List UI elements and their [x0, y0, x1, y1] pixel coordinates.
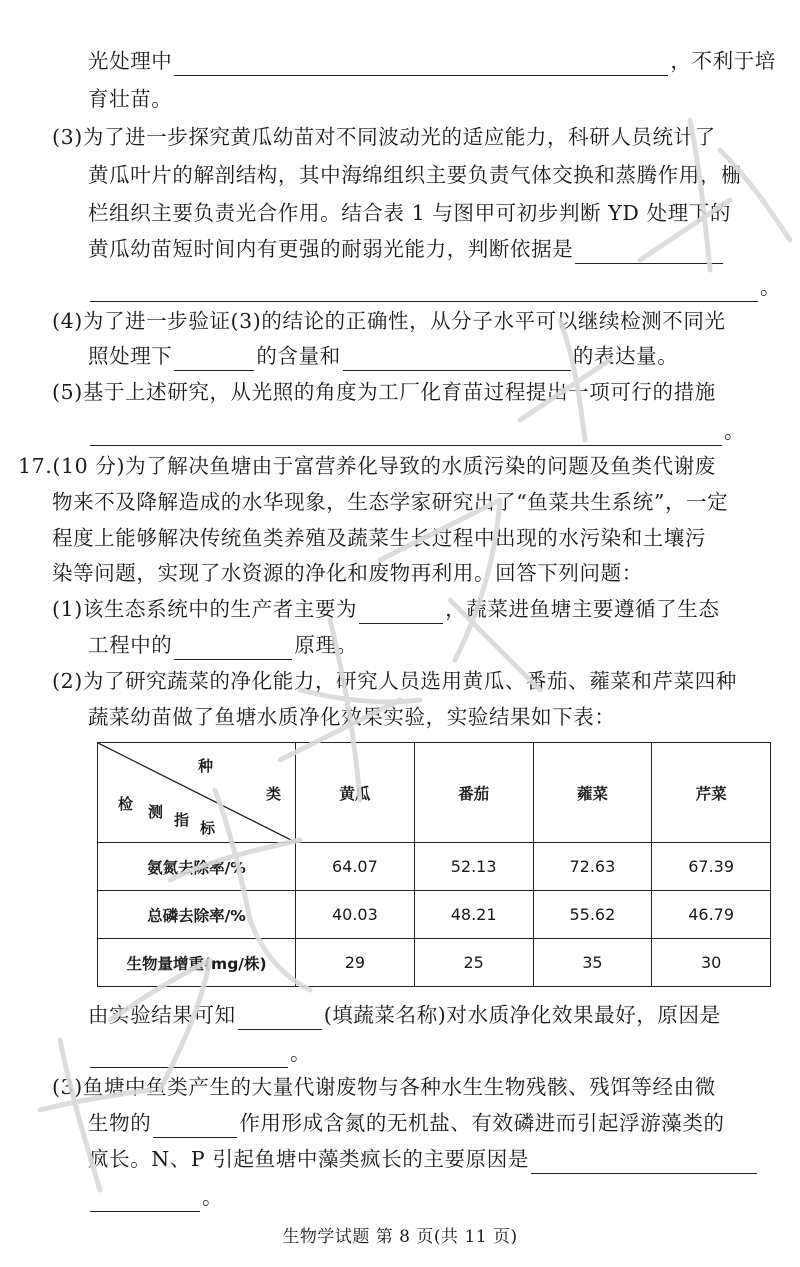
- q17-p3-line1: (3)鱼塘中鱼类产生的大量代谢废物与各种水生生物残骸、残饵等经由微: [52, 1075, 716, 1099]
- answer-blank[interactable]: [343, 348, 571, 371]
- table-row: [98, 939, 771, 987]
- q16-p3-line4: 黄瓜幼苗短时间内有更强的耐弱光能力，判断依据是: [88, 234, 725, 264]
- q17-line4: 染等问题，实现了水资源的净化和废物再利用。回答下列问题：: [52, 561, 643, 585]
- q17-p3-line4: 。: [88, 1182, 223, 1212]
- table-cell: 29: [296, 939, 415, 987]
- table-cell: 64.07: [296, 843, 415, 891]
- table-cell: 72.63: [533, 843, 652, 891]
- answer-blank[interactable]: [575, 241, 723, 264]
- column-header: 黄瓜: [296, 743, 415, 843]
- q16-p3-line1: (3)为了进一步探究黄瓜幼苗对不同波动光的适应能力，科研人员统计了: [52, 125, 716, 149]
- corner-label: 检: [118, 795, 134, 813]
- answer-blank[interactable]: [90, 279, 758, 302]
- answer-blank[interactable]: [174, 637, 292, 660]
- answer-blank[interactable]: [238, 1007, 322, 1030]
- q17-p1-line1: (1)该生态系统中的生产者主要为 ，蔬菜进鱼塘主要遵循了生态: [52, 594, 719, 624]
- table-cell: 25: [414, 939, 533, 987]
- table-row: [98, 843, 771, 891]
- column-header: 蕹菜: [533, 743, 652, 843]
- corner-label: 指: [174, 811, 190, 829]
- q16-p4-line2: 照处理下 的含量和 的表达量。: [88, 341, 678, 371]
- q17-p3-line2: 生物的 作用形成含氮的无机盐、有效磷进而引起浮游藻类的: [88, 1108, 725, 1138]
- q16-p3-line3: 栏组织主要负责光合作用。结合表 1 与图甲可初步判断 YD 处理下的: [88, 201, 731, 225]
- q16-p4-line1: (4)为了进一步验证(3)的结论的正确性，从分子水平可以继续检测不同光: [52, 309, 726, 333]
- answer-blank[interactable]: [174, 53, 668, 76]
- table-cell: 40.03: [296, 891, 415, 939]
- q17-after-line2: 。: [88, 1038, 311, 1068]
- corner-label: 测: [148, 803, 164, 821]
- table-cell: 67.39: [652, 843, 771, 891]
- answer-blank[interactable]: [90, 1045, 288, 1068]
- q16-cont-line1: 光处理中 ，不利于培: [88, 46, 776, 76]
- table-header-row: [98, 743, 771, 843]
- row-header: 生物量增重(mg/株): [98, 939, 296, 987]
- q17-p2-line1: (2)为了研究蔬菜的净化能力，研究人员选用黄瓜、番茄、蕹菜和芹菜四种: [52, 669, 737, 693]
- answer-blank[interactable]: [174, 348, 254, 371]
- row-header: 总磷去除率/%: [98, 891, 296, 939]
- row-header: 氨氮去除率/%: [98, 843, 296, 891]
- table-cell: 48.21: [414, 891, 533, 939]
- answer-blank[interactable]: [90, 1189, 200, 1212]
- column-header: 番茄: [414, 743, 533, 843]
- table-cell: 52.13: [414, 843, 533, 891]
- table-cell: 55.62: [533, 891, 652, 939]
- q16-p3-line2: 黄瓜叶片的解剖结构，其中海绵组织主要负责气体交换和蒸腾作用，栅: [88, 163, 743, 187]
- answer-blank[interactable]: [531, 1151, 757, 1174]
- q16-p5-line2: 。: [88, 416, 745, 446]
- q17-line1: 17.(10 分)为了解决鱼塘由于富营养化导致的水质污染的问题及鱼类代谢废: [18, 454, 716, 478]
- q17-line2: 物来不及降解造成的水华现象，生态学家研究出了“鱼菜共生系统”，一定: [52, 490, 729, 514]
- table-row: [98, 891, 771, 939]
- q16-cont-line2: 育壮苗。: [88, 87, 173, 111]
- answer-blank[interactable]: [359, 601, 443, 624]
- q17-p2-line2: 蔬菜幼苗做了鱼塘水质净化效果实验，实验结果如下表：: [88, 705, 616, 729]
- q17-line3: 程度上能够解决传统鱼类养殖及蔬菜生长过程中出现的水污染和土壤污: [52, 526, 707, 550]
- column-header: 芹菜: [652, 743, 771, 843]
- table-cell: 35: [533, 939, 652, 987]
- table-cell: 46.79: [652, 891, 771, 939]
- q17-p3-line3: 疯长。N、P 引起鱼塘中藻类疯长的主要原因是: [88, 1144, 759, 1174]
- page-footer: 生物学试题 第 8 页(共 11 页): [282, 1227, 518, 1247]
- answer-blank[interactable]: [90, 423, 722, 446]
- q17-after-line1: 由实验结果可知 (填蔬菜名称)对水质净化效果最好，原因是: [88, 1000, 721, 1030]
- corner-label: 类: [266, 785, 282, 803]
- answer-blank[interactable]: [153, 1115, 237, 1138]
- table-corner-cell: [98, 743, 296, 843]
- purification-table: [97, 742, 771, 987]
- q16-p5-line1: (5)基于上述研究，从光照的角度为工厂化育苗过程提出一项可行的措施: [52, 380, 716, 404]
- q17-p1-line2: 工程中的 原理。: [88, 630, 358, 660]
- q16-p3-line5: 。: [88, 272, 781, 302]
- table-cell: 30: [652, 939, 771, 987]
- corner-label: 种: [198, 757, 214, 775]
- corner-label: 标: [200, 819, 216, 837]
